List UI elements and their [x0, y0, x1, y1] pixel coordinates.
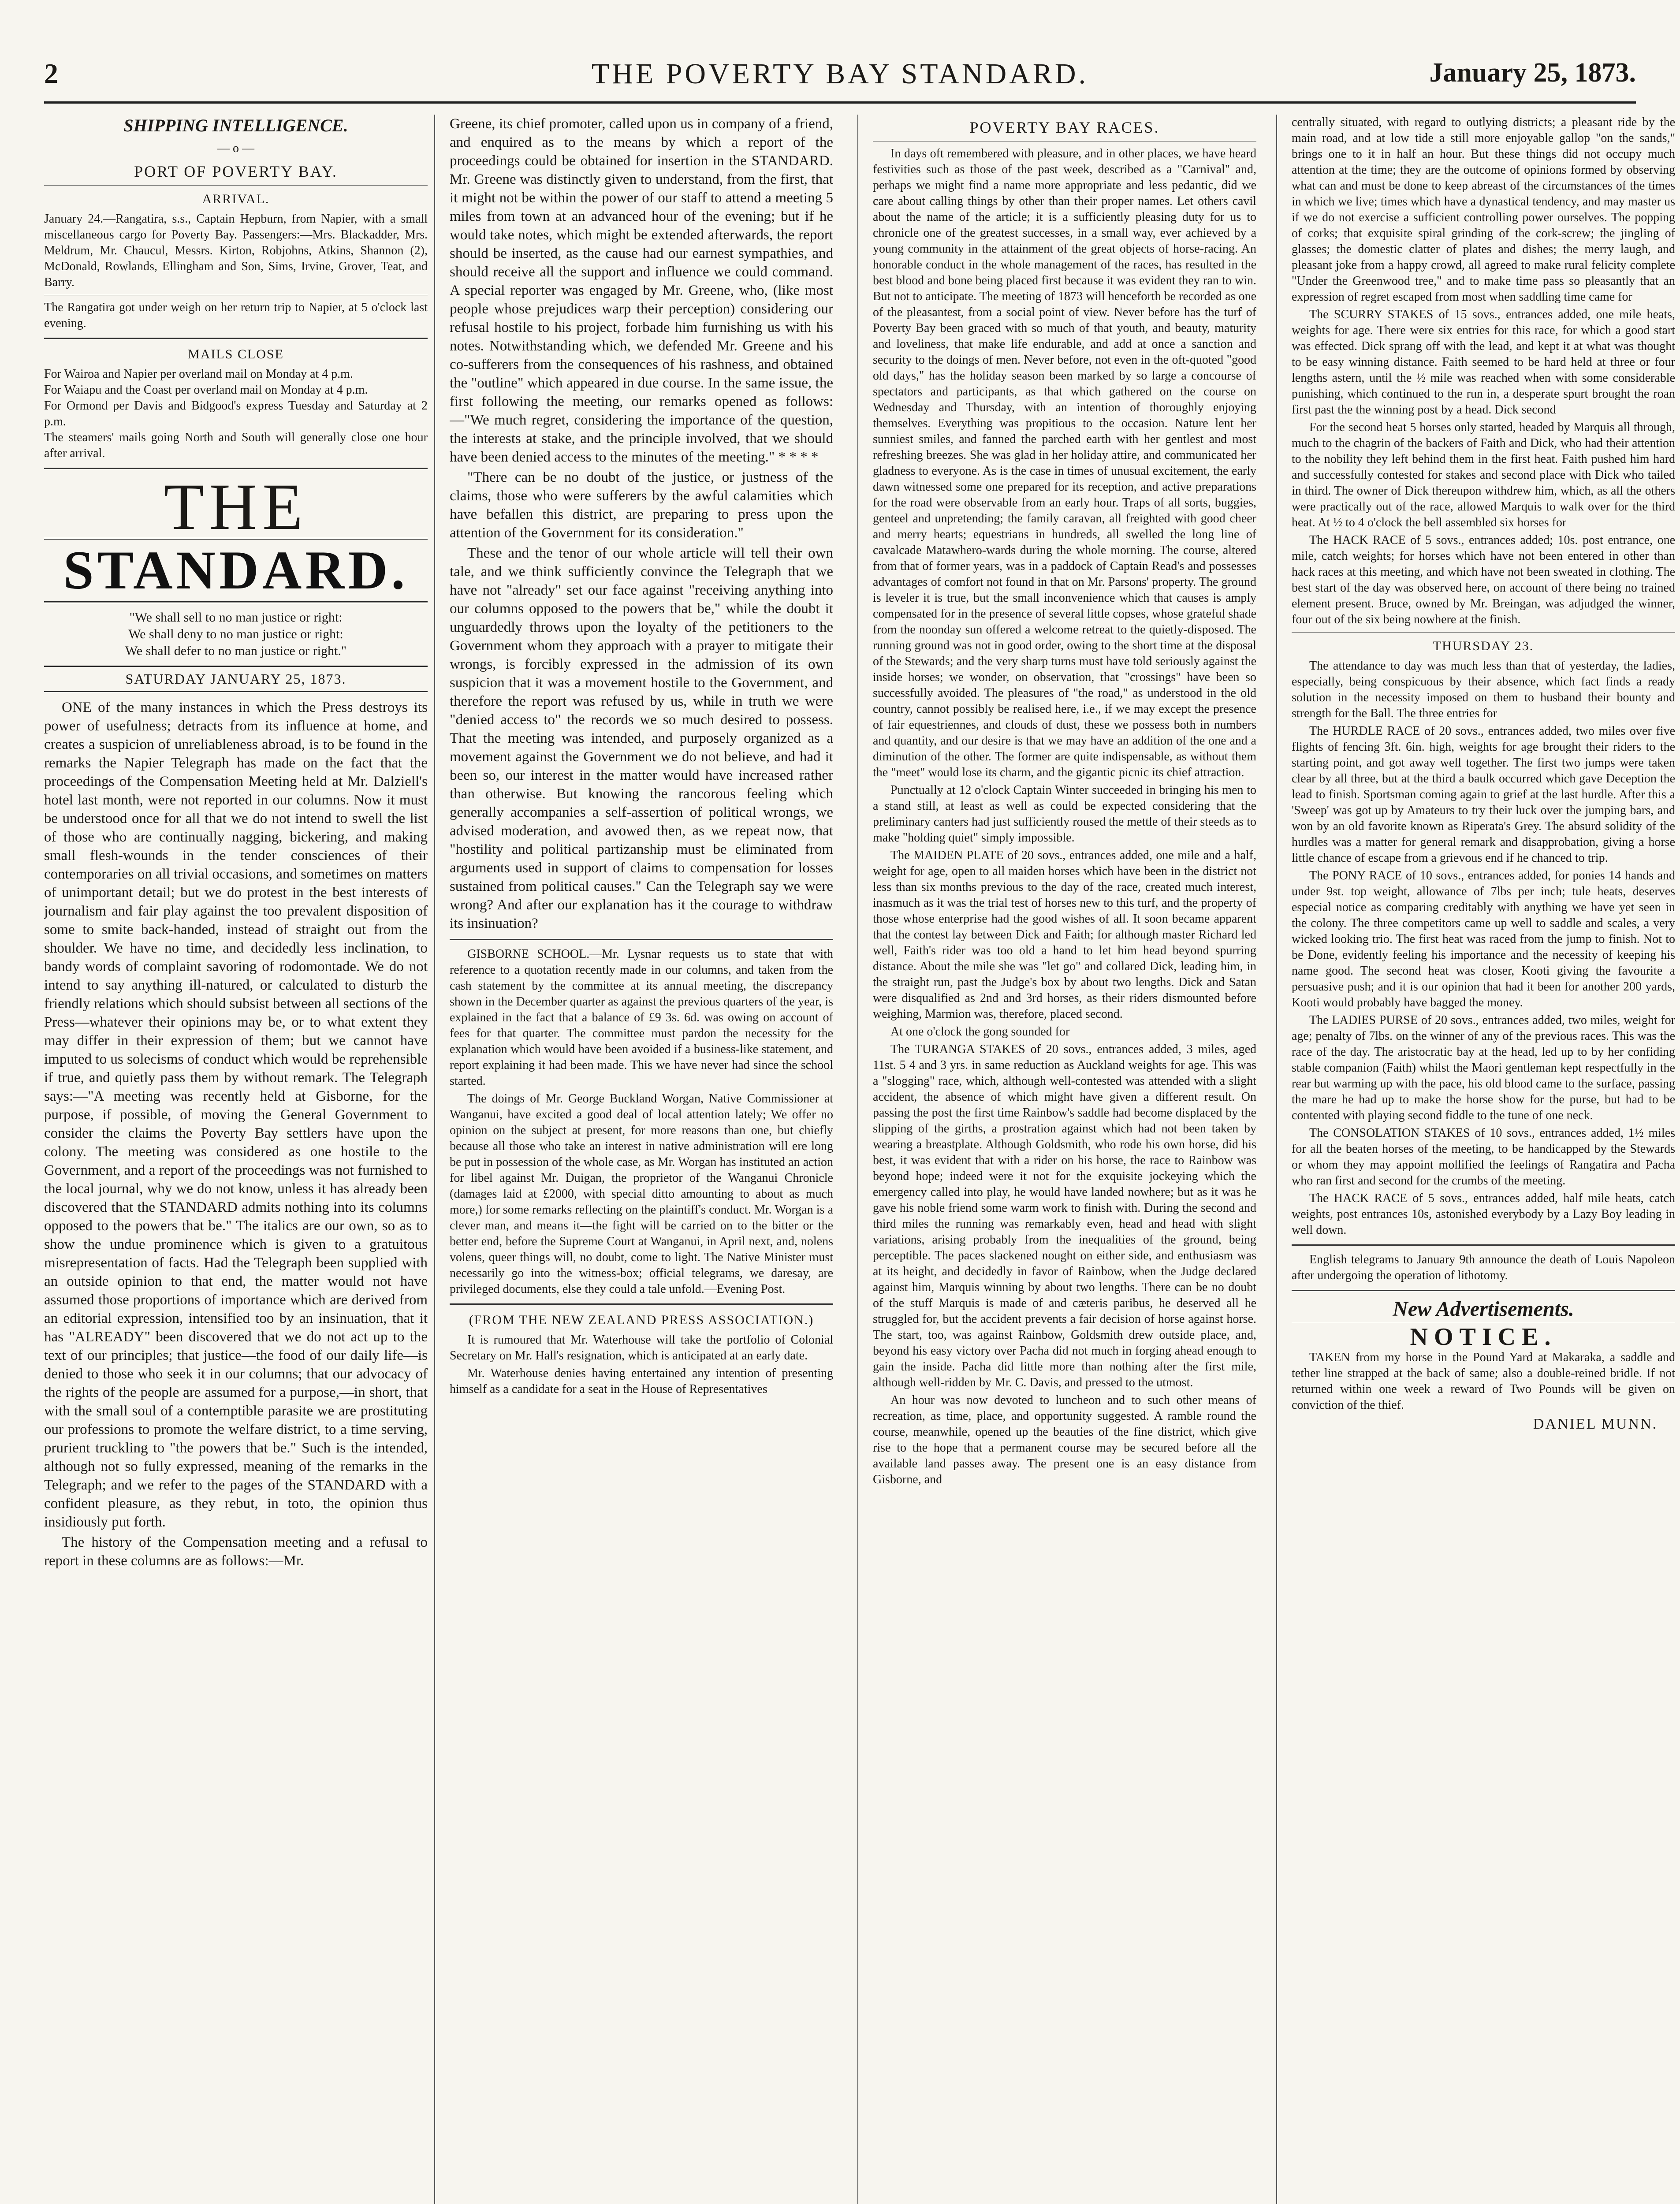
column-3	[873, 115, 1256, 2204]
mail-notice: For Wairoa and Napier per overland mail on Monday at 4 p.m.	[44, 367, 353, 381]
divider	[1292, 632, 1675, 633]
editorial-paragraph: These and the tenor of our whole article will tell their own tale, and we think sufficiently convince the Telegraph that we have not "already" set our face against "receiving anything into our columns opposed to the powers that be," while the doubt it unguardedly throws upon the loyalty of the petitioners to the Government whom they approach with a prayer to mitigate their wrongs, is forcibly expressed in the admission of its own suspicion that it was a movement hostile to the Government, and therefore the report was refused by us, while in truth we were "denied access to" the records we so much desired to possess. That the meeting was intended, and purposely organized as a movement against the Government we do not believe, and had it been so, our interest in the matter would have increased rather than otherwise. But knowing the rancorous feeling which generally accompanies a self-assertion of political wrongs, we advised moderation, and avowed then, as we repeat now, that "hostility and political partizanship must be eliminated from arguments used in support of claims to compensation for losses sustained from political causes." Can the Telegraph say we were wrong? And after our explanation has it the courage to withdraw its insinuation?	[450, 545, 833, 931]
arrival-note: The Rangatira got under weigh on her return trip to Napier, at 5 o'clock last evening.	[44, 301, 428, 330]
editorial-paragraph: The history of the Compensation meeting and a refusal to report in these columns are as follows:—Mr.	[44, 1534, 428, 1569]
notice-title: NOTICE.	[1410, 1323, 1557, 1351]
motto-line: "We shall sell to no man justice or right:	[129, 610, 343, 625]
port-title: PORT OF POVERTY BAY.	[134, 163, 338, 180]
editorial-paragraph: "There can be no doubt of the justice, or justness of the claims, those who were sufferers by the awful calamities which have befallen this district, are preparing to press upon the attention of the Government for its consideration."	[450, 469, 833, 541]
editorial-dateline: SATURDAY JANUARY 25, 1873.	[44, 666, 428, 692]
races-paragraph: The SCURRY STAKES of 15 sovs., entrances added, one mile heats, weights for age. There were six entries for this race, for which a good start was effected. Dick sprang off with the lead, and kept it at what was thought to be easy winning distance. Faith seemed to be hard held at three or four lengths astern, until the ½ mile was reached when with some considerable punishing, which continued to the run in, a desperate spurt brought the roan first past the the winning post by a head. Dick second	[1292, 308, 1675, 417]
divider	[1292, 1244, 1675, 1246]
races-paragraph: For the second heat 5 horses only started, headed by Marquis all through, much to the chagrin of the backers of Faith and Dick, who had their attention to the nobility they left behind them in the first heat. Faith pushed him hard and successfully contested for stakes and second place with Dick who tailed in third. The owner of Dick thereupon withdrew him, which, as all the others were practically out of the race, allowed Marquis to walk over for the third heat. At ½ to 4 o'clock the bell assembled six horses for	[1292, 421, 1675, 529]
column-4	[1292, 115, 1675, 2204]
notice-text: TAKEN from my horse in the Pound Yard at Makaraka, a saddle and tether line strapped at the back of same; also a double-reined bridle. If not returned within one week a reward of Two Pounds will be given on conviction of the thief.	[1292, 1351, 1675, 1412]
races-paragraph: The TURANGA STAKES of 20 sovs., entrances added, 3 miles, aged 11st. 5 4 and 3 yrs. in same reduction as Auckland weights for age. This was a "slogging" race, which, although well-contested was attended with a slight accident, the absence of which might have given a different result. On passing the post the first time Rainbow's saddle had become displaced by the slipping of the girths, a prostration against which had not been taken by wearing a breastplate. Although Goldsmith, who rode his own horse, did his best, it was evident that with a rider on his horse, the race to Rainbow was beyond hope; indeed were it not for the exquisite jockeying which the emergency called into play, he would have landed nowhere; but as it was he gave his noble friend some warm work to finish with. During the second and third miles the running was remarkably even, head and head with slight variations, arising probably from the inequalities of the ground, being perceptible. The paces slackened nought on either side, and enthusiasm was at its height, and decidedly in favor of Rainbow, when the Judge declared against him, Marquis winning by about two lengths. There can be no doubt of the stuff Marquis is made of and cæteris paribus, he deserved all he struggled for, but the accident prevents a fair decision of horse against horse. The start, too, was against Rainbow, Goldsmith drew outside place, and, beyond his easy victory over Pacha did not much in forging ahead enough to gain the inside. Pacha did little more than nothing after the first mile, although well-ridden by Mr. C. Davis, and pressed to the utmost.	[873, 1042, 1256, 1389]
masthead	[44, 53, 1636, 104]
races-paragraph: The LADIES PURSE of 20 sovs., entrances added, two miles, weight for age; penalty of 7lbs. on the winner of any of the previous races. This was the race of the day. The aristocratic bay at the head, led up to by her confiding stable companion (Faith) whilst the Maori gentleman kept respectfully in the rear but warming up with the pace, his old blood came to the surface, passing the mare he had up to make the horse show for the purse, but had to be contented with playing second fiddle to the tune of one neck.	[1292, 1013, 1675, 1122]
divider	[1292, 1290, 1675, 1291]
column-2	[450, 115, 833, 2204]
mail-notice: For Waiapu and the Coast per overland mail on Monday at 4 p.m.	[44, 383, 368, 397]
notice-signature: DANIEL MUNN.	[1533, 1416, 1658, 1432]
thursday-heading: THURSDAY 23.	[1433, 639, 1534, 653]
arrival-title: ARRIVAL.	[202, 192, 270, 206]
editorial-paragraph: Greene, its chief promoter, called upon us in company of a friend, and enquired as to the means by which a report of the proceedings could be obtained for insertion in the STANDARD. Mr. Greene was distinctly given to understand, from the first, that it might not be within the power of our staff to attend a meeting 5 miles from town at an advanced hour of the evening; but if he would take notes, which might be extended afterwards, the report should be inserted, as the cause had our earnest sympathies, and should receive all the support and influence we could command. A special reporter was engaged by Mr. Greene, who, (like most people whose prejudices warp their perception) considering our refusal hostile to his project, forbade him furnishing us with his notes. Notwithstanding which, we defended Mr. Greene and his co-sufferers from the consequences of his rashness, and obtained the "outline" which appeared in due course. In the same issue, the first following the meeting, our remarks opened as follows:—"We much regret, considering the importance of the question, the interests at stake, and the principle involved, that we should have been denied access to the minutes of the meeting." * * * *	[450, 116, 833, 465]
motto	[44, 609, 428, 659]
news-item-gisborne-school: GISBORNE SCHOOL.—Mr. Lysnar requests us to state that with reference to a quotation recently made in our columns, and taken from the cash statement by the committee at its annual meeting, the discrepancy shown in the December quarter as against the previous quarters of the year, is explained in the fact that a balance of £9 3s. 6d. was owing on account of fees for that quarter. The committee must pardon the necessity for the explanation which would have been avoided if a business-like statement, and report explaining it had been made. This we have never had since the school started.	[450, 947, 833, 1088]
races-paragraph: The HACK RACE of 5 sovs., entrances added; 10s. post entrance, one mile, catch weights; for horses which have not been entered in other than hack races at this meeting, and which have not been sweated in clothing. The best start of the day was observed here, on account of there being no trained element present. Bruce, owned by Mr. Breingan, was adjudged the winner, four out of the six being nowhere at the finish.	[1292, 533, 1675, 626]
column-rule	[1276, 115, 1277, 2204]
races-paragraph: In days oft remembered with pleasure, and in other places, we have heard festivities such as those of the past week, described as a "Carnival" and, perhaps we might find a name more appropriate and less pedantic, did we care about calling things by other than their proper names. Let others cavil about the name of the article; it is a sufficiently pleasing duty for us to chronicle one of the greatest successes, in a small way, ever achieved by a young community in the attainment of the great objects of horse-racing. An honorable conduct in the whole management of the races, has resulted in the best blood and bone being placed first because it was evident they ran to win. But not to anticipate. The meeting of 1873 will henceforth be recorded as one of the pleasantest, from a social point of view. Never before has the turf of Poverty Bay been graced with so much of that youth, and beauty, maturity and loveliness, that make life endurable, and add at once a sanction and security to the doings of men. Never before, not even in the oft-quoted "good old days," has the holiday season been marked by so large a concourse of spectators and participants, as that which gathered on the course on Wednesday and Thursday, with an intention of thoroughly enjoying themselves. Everything was propitious to the occasion. Nature lent her sunniest smiles, and fanned the parched earth with her gentlest and most refreshing breezes. She was glad in her holiday attire, and communicated her gladness to everyone. As is the case in times of unusual excitement, the early dawn witnessed some one prepared for its reception, and active preparations for the road were observable from an early hour. Traps of all sorts, buggies, genteel and unpretending; the family caravan, all freighted with good cheer and merry hearts; equestrians in hundreds, all swelled the long line of cavalcade Matawhero-wards during the whole morning. The course, altered from that of former years, was in a paddock of Captain Read's and possesses advantages of comfort not found in that on Mr. Parsons' property. The ground is leveler it is true, but the small inconvenience which that causes is amply compensated for in the presence of several little copses, whose grateful shade from the noonday sun offered a welcome retreat to the quietly-disposed. The running ground was not in good order, owing to the short time at the disposal of the Stewards; and the very sharp turns must have told seriously against the inside horses; we wonder, on observation, that "crossings" have been so successfully avoided. The pleasures of "the road," as understood in the old country, cannot possibly be realised here, i.e., if we may except the presence of fair equestriennes, and clouds of dust, these we possess both in numbers and quantity, and our desire is that we may have an addition of the one and a diminution of the other. The former are quite indispensable, as without them the "meet" would lose its charm, and the gigantic picnic its chief attraction.	[873, 147, 1256, 779]
races-paragraph: Punctually at 12 o'clock Captain Winter succeeded in bringing his men to a stand still, at least as well as could be expected considering that the preliminary canters had just sufficiently roused the mettle of their steeds as to make "holding quiet" simply impossible.	[873, 783, 1256, 845]
races-paragraph: The HURDLE RACE of 20 sovs., entrances added, two miles over five flights of fencing 3ft. 6in. high, weights for age brought their riders to the starting point, and got away well together. The first two jumps were taken clear by all three, but at the third a baulk occurred which gave Deception the lead to finish. Sportsman coming again to grief at the last hurdle. After this a 'Sweep' was got up by Amateurs to try their luck over the jumping bars, and won by an old favorite known as Riperata's Grey. The absurd solidity of the hurdles was a matter for general remark and disapprobation, giving a horse little chance of escape from a grievous end if he chanced to trip.	[1292, 724, 1675, 865]
divider	[44, 185, 428, 186]
editorial-paragraph: ONE of the many instances in which the Press destroys its power of usefulness; detracts from its influence at home, and creates a suspicion of unreliableness abroad, is to be found in the remarks the Napier Telegraph has made on the fact that the proceedings of the Compensation Meeting held at Mr. Dalziell's hotel last month, were not reported in our columns. Now it must be understood once for all that we do not intend to swell the list of those who are continually nagging, bickering, and making small flesh-wounds in the tender consciences of their contemporaries on all trivial occasions, and sometimes on matters of unimportant detail; but we do protest in the best interests of journalism and fair play against the too prevalent disposition of some to smite back-handed, instead of straight out from the shoulder. We have no time, and decidedly less inclination, to bandy words of complaint savoring of rodomontade. We do not intend to say anything ill-natured, or calculated to disturb the friendly relations which should subsist between all sections of the Press—whatever their opinions may be, or to what extent they may differ in their expression of them; but we cannot have imputed to us solecisms of conduct which would be reprehensible if true, and quietly pass them by without remark. The Telegraph says:—"A meeting was recently held at Gisborne, for the purpose, if possible, of moving the General Government to consider the claims the Poverty Bay settlers have upon the colony. The meeting was considered as one hostile to the Government, and a report of the proceedings was not furnished to the local journal, why we do not know, unless it has already been discovered that the STANDARD admits nothing into its columns opposed to the powers that be." The italics are our own, so as to show the undue prominence which is given to a gratuitous misrepresentation of facts. Had the Telegraph been supplied with an outside opinion to that end, the matter would not have assumed those proportions of importance which are derived from an editorial expression, intensified too by an insinuation, that it has "ALREADY" been discovered that we do not act up to the text of our principles; that justice—the food of our daily life—is denied to those who seek it in our columns; that our advocacy of the rights of the people are assumed for a purpose,—in short, that with the small soul of a contemptible parasite we are prostituting our professions to promote the welfare district, to a time serving, prurient truckling to "the powers that be." Such is the intended, although not so fully expressed, meaning of the remarks in the Telegraph; and we refer to the pages of the STANDARD with a confident pleasure, as they rebut, in toto, the opinion thus insidiously put forth.	[44, 700, 428, 1530]
shipping-title: SHIPPING INTELLIGENCE.	[123, 115, 348, 135]
news-item-worgan: The doings of Mr. George Buckland Worgan, Native Commissioner at Wanganui, have excited a good deal of local attention lately; We offer no opinion on the subject at present, for more reasons than one, but chiefly because all those who take an interest in native administration will ere long be put in possession of the whole case, as Mr. Worgan has instituted an action for libel against Mr. Duigan, the proprietor of the Wanganui Chronicle (damages laid at £2000, with special ditto amounting to about as much more,) for some remarks reflecting on the plaintiff's conduct. Mr. Worgan is a clever man, and means it—the fight will be carried on to the bitter or the better end, before the Supreme Court at Wanganui, in April next, and, nolens volens, queer things will, no doubt, come to light. The Native Minister must necessarily go into the witness-box; official telegrams, we daresay, are privileged documents, else they could a tale unfold.—Evening Post.	[450, 1092, 833, 1296]
divider	[450, 939, 833, 940]
mail-notice: The steamers' mails going North and South will generally close one hour after arrival.	[44, 431, 428, 460]
mail-notice: For Ormond per Davis and Bidgood's express Tuesday and Saturday at 2 p.m.	[44, 399, 428, 428]
motto-line: We shall deny to no man justice or right:	[128, 627, 343, 641]
telegram-item: Mr. Waterhouse denies having entertained any intention of presenting himself as a candidate for a seat in the House of Representatives	[450, 1366, 833, 1396]
column-rule	[857, 115, 858, 2204]
divider	[450, 1303, 833, 1305]
column-1	[44, 115, 428, 2204]
races-paragraph: The HACK RACE of 5 sovs., entrances added, half mile heats, catch weights, post entrances 10s, astonished everybody by a Lazy Boy leading in well down.	[1292, 1191, 1675, 1237]
paper-name-the: THE	[164, 470, 308, 544]
races-paragraph: The CONSOLATION STAKES of 10 sovs., entrances added, 1½ miles for all the beaten horses of the meeting, to be handicapped by the Stewards or whom they may appoint mollified the feelings of Rangatira and Pacha who ran first and second for the crumbs of the meeting.	[1292, 1126, 1675, 1188]
press-association-heading: (FROM THE NEW ZEALAND PRESS ASSOCIATION.)	[469, 1313, 814, 1327]
mails-title: MAILS CLOSE	[188, 347, 284, 361]
divider	[44, 468, 428, 469]
ornament: — o —	[217, 141, 254, 155]
issue-date: January 25, 1873.	[1429, 58, 1636, 88]
motto-line: We shall defer to no man justice or right."	[125, 644, 347, 658]
races-paragraph: The PONY RACE of 10 sovs., entrances added, for ponies 14 hands and under 9st. top weight, allowance of 7lbs per inch; tule heats, deserves especial notice as comparing creditably with anything we have yet seen in the colony. The three competitors came up well to saddle and scales, a very wicked looking trio. The first heat was raced from the jump to finish. Not to be Done, evidently feeling his importance and the necessity of keeping his name good. The second heat was closer, Kooti giving the favourite a persuasive push; and it is our opinion that had it been for another 200 yards, Kooti would probably have bagged the money.	[1292, 869, 1675, 1009]
telegram-item: It is rumoured that Mr. Waterhouse will take the portfolio of Colonial Secretary on Mr. Hall's resignation, which is anticipated at an early date.	[450, 1333, 833, 1363]
races-paragraph: At one o'clock the gong sounded for	[890, 1025, 1070, 1039]
divider	[44, 338, 428, 339]
column-rule	[434, 115, 435, 2204]
paper-name-standard: STANDARD.	[44, 538, 428, 603]
races-title: POVERTY BAY RACES.	[969, 119, 1160, 136]
races-paragraph: An hour was now devoted to luncheon and to such other means of recreation, as time, place, and opportunity suggested. A ramble round the course, meanwhile, opened up the beauties of the fine district, which give rise to the hope that a permanent course may be secured before all the available land passes away. The present one is an easy distance from Gisborne, and	[873, 1393, 1256, 1486]
newspaper-title: THE POVERTY BAY STANDARD.	[591, 58, 1089, 90]
telegram-item: English telegrams to January 9th announce the death of Louis Napoleon after undergoing the operation of lithotomy.	[1292, 1253, 1675, 1282]
races-paragraph: centrally situated, with regard to outlying districts; a pleasant ride by the main road, and at low tide a still more enjoyable gallop "on the sands," brings one to it in half an hour. But these things did not occupy much attention at the time; they are the outcome of opinions formed by observing what can and must be done to keep abreast of the circumstances of the times in which we live; times which have a dynastical tendency, and may master us if we do not exercise a sufficient controlling power ourselves. The popping of corks; that exquisite spiral grinding of the cork-screw; the jingling of glasses; the domestic clatter of plates and dishes; the merry laugh, and pleasant joke from a happy crowd, all agreed to make rural felicity complete "Under the Greenwood tree," and to make time pass so pleasantly that an expression of regret escaped from most when saddling time came for	[1292, 115, 1675, 304]
page-number: 2	[44, 58, 58, 89]
races-paragraph: The attendance to day was much less than that of yesterday, the ladies, especially, being conspicuous by their absence, which fact finds a ready solution in the necessity imposed on them to husband their bounty and strength for the Ball. The three entries for	[1292, 659, 1675, 720]
arrival-text: January 24.—Rangatira, s.s., Captain Hepburn, from Napier, with a small miscellaneous cargo for Poverty Bay. Passengers:—Mrs. Blackadder, Mrs. Meldrum, Mr. Chaucul, Messrs. Kirton, Robjohns, Atkins, Shannon (2), McDonald, Rowlands, Ellingham and Son, Sims, Irvine, Grover, Teat, and Barry.	[44, 212, 428, 289]
races-paragraph: The MAIDEN PLATE of 20 sovs., entrances added, one mile and a half, weight for age, open to all maiden horses which have been in the district not less than six months previous to the day of the race, created much interest, inasmuch as it was the trial test of horses new to this turf, and the property of those whose enterprise had the good wishes of all. It soon became apparent that the contest lay between Dick and Faith; for although master Richard led well, Faith's rider was too old a hand to let him head beyond spurring distance. About the mile she was "let go" and collared Dick, leading him, in the straight run, past the Judge's box by about two lengths. Dick and Satan were disqualified as 2nd and 3rd horses, as their riders dismounted before weighing, Marmion was, therefore, placed second.	[873, 849, 1256, 1021]
new-advertisements-heading: New Advertisements.	[1393, 1297, 1574, 1321]
